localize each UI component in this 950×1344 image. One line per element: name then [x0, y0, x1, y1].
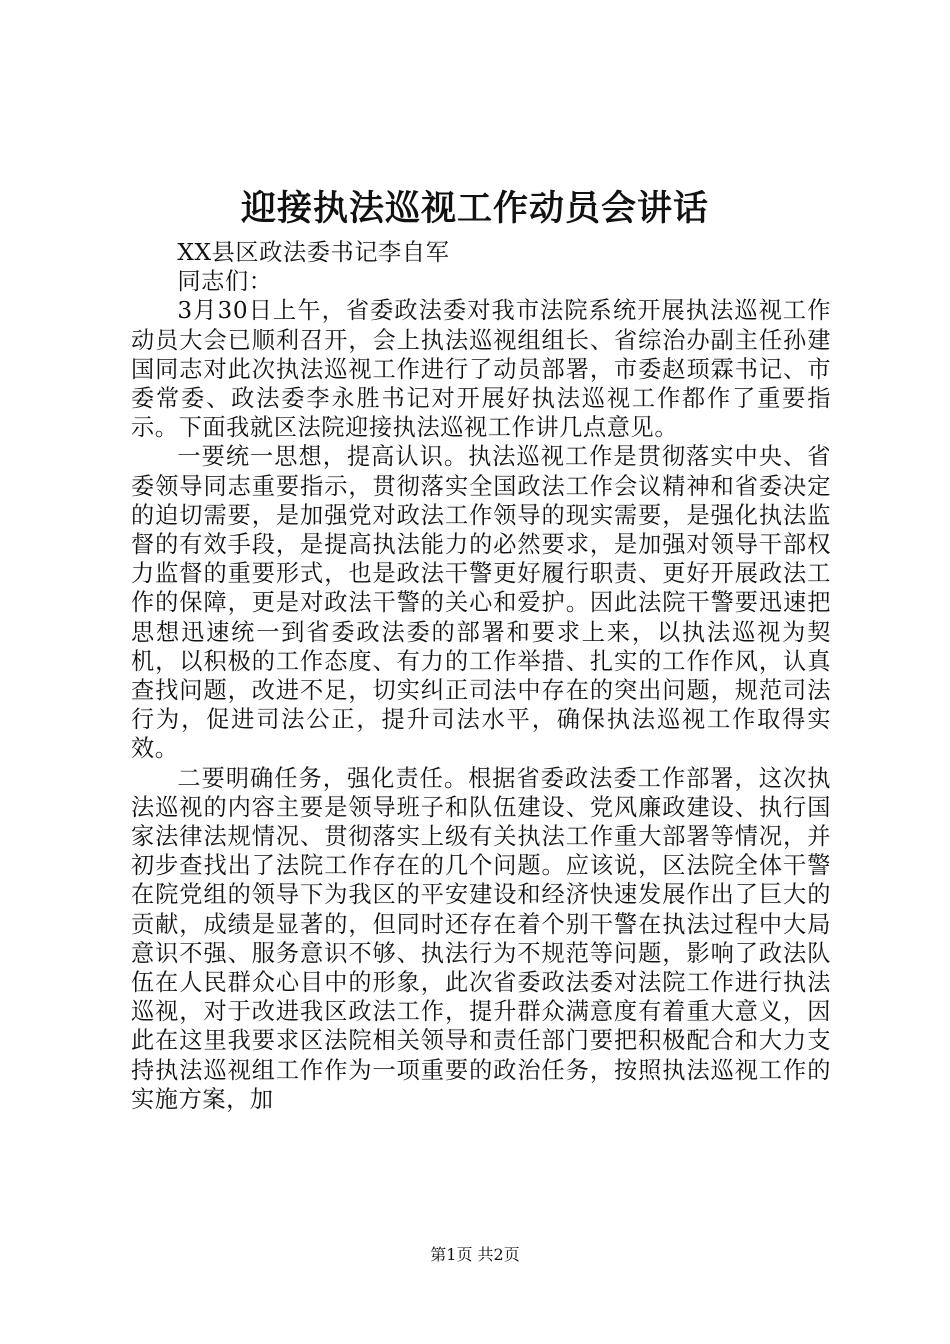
document-body	[131, 238, 831, 1114]
page-footer: 第1页 共2页	[430, 1245, 520, 1264]
paragraph-1: 3月30日上午，省委政法委对我市法院系统开展执法巡视工作动员大会已顺利召开，会上执法巡视组组长、省综治办副主任孙建国同志对此次执法巡视工作进行了动员部署，市委赵顼霖书记、市委常委、政法委李永胜书记对开展好执法巡视工作都作了重要指示。下面我就区法院迎接执法巡视工作讲几点意见。	[131, 297, 831, 442]
paragraph-2: 一要统一思想，提高认识。执法巡视工作是贯彻落实中央、省委领导同志重要指示，贯彻落实全国政法工作会议精神和省委决定的迫切需要，是加强党对政法工作领导的现实需要，是强化执法监督的有效手段，是提高执法能力的必然要求，是加强对领导干部权力监督的重要形式，也是政法干警更好履行职责、更好开展政法工作的保障，更是对政法干警的关心和爱护。因此法院干警要迅速把思想迅速统一到省委政法委的部署和要求上来，以执法巡视为契机，以积极的工作态度、有力的工作举措、扎实的工作作风，认真查找问题，改进不足，切实纠正司法中存在的突出问题，规范司法行为，促进司法公正，提升司法水平，确保执法巡视工作取得实效。	[131, 443, 831, 763]
paragraph-3: 二要明确任务，强化责任。根据省委政法委工作部署，这次执法巡视的内容主要是领导班子和队伍建设、党风廉政建设、执行国家法律法规情况、贯彻落实上级有关执法工作重大部署等情况，并初步查找出了法院工作存在的几个问题。应该说，区法院全体干警在院党组的领导下为我区的平安建设和经济快速发展作出了巨大的贡献，成绩是显著的，但同时还存在着个别干警在执法过程中大局意识不强、服务意识不够、执法行为不规范等问题，影响了政法队伍在人民群众心目中的形象，此次省委政法委对法院工作进行执法巡视，对于改进我区政法工作，提升群众满意度有着重大意义，因此在这里我要求区法院相关领导和责任部门要把积极配合和大力支持执法巡视组工作作为一项重要的政治任务，按照执法巡视工作的实施方案，加	[131, 764, 831, 1113]
document-title: 迎接执法巡视工作动员会讲话	[240, 188, 709, 229]
author-line: XX县区政法委书记李自军	[177, 239, 450, 266]
salutation: 同志们：	[177, 268, 273, 296]
